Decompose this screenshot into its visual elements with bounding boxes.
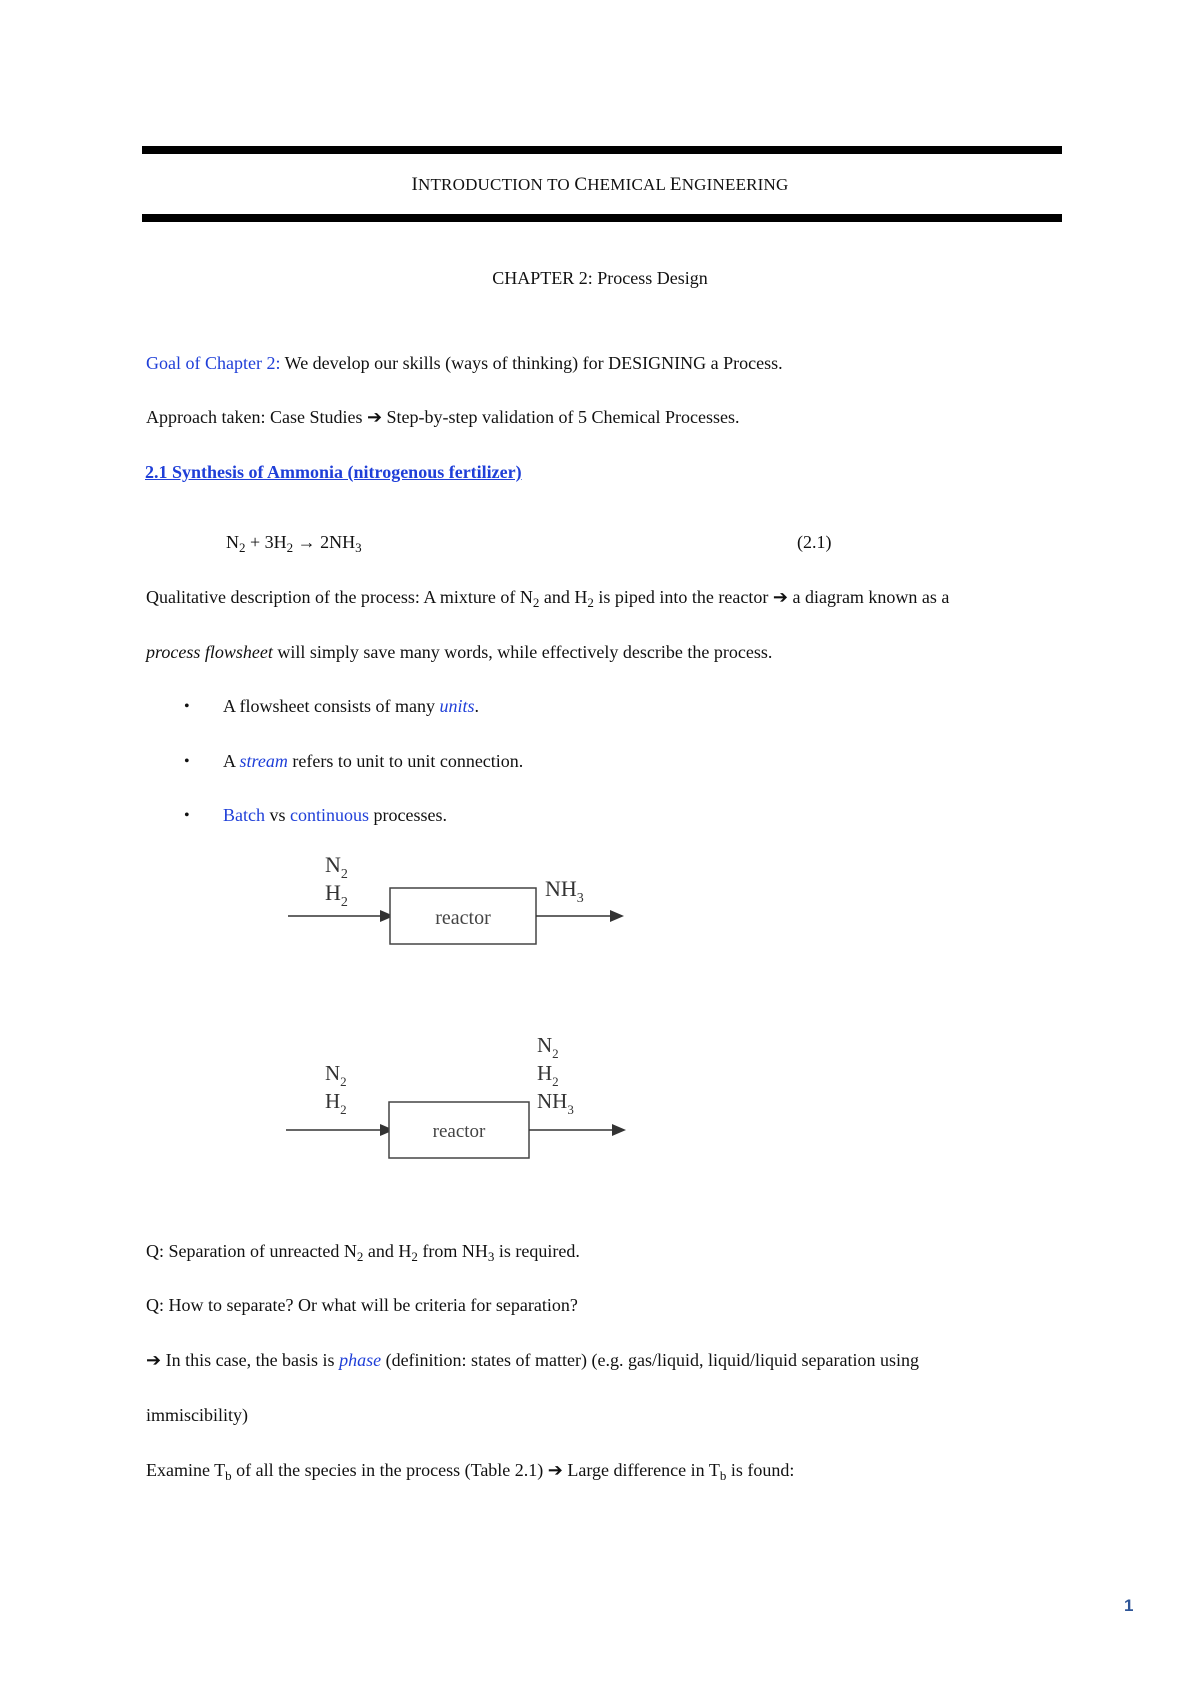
basis-line-2: immiscibility) — [146, 1405, 248, 1425]
diagram2-input-n2: $N_2$ — [325, 1061, 347, 1089]
page-number: 1 — [1124, 1596, 1134, 1615]
bullet-item-stream: A stream refers to unit to unit connection. — [223, 751, 524, 771]
arrow-icon: ➔ — [772, 587, 788, 607]
arrow-icon: ➔ — [547, 1460, 563, 1480]
question-separation: Q: Separation of unreacted $N_2$ and $H_2$ from $NH_3$ is required. — [146, 1241, 580, 1264]
diagram2-reactor-label: reactor — [432, 1121, 486, 1142]
examine-line: Examine $T_b$ of all the species in the process (Table 2.1) ➔ Large difference in $T_b$ is found: — [146, 1460, 795, 1483]
basis-line-1: ➔ In this case, the basis is phase (definition: states of matter) (e.g. gas/liquid, liquid/liquid separation using — [146, 1350, 919, 1370]
diagram2-output-n2: $N_2$ — [537, 1033, 559, 1061]
bullet-item-units: A flowsheet consists of many units. — [223, 696, 479, 716]
diagram1-reactor-label: reactor — [435, 907, 491, 929]
header-title: INTRODUCTION TO CHEMICAL ENGINEERING — [411, 174, 789, 195]
equation-number: (2.1) — [797, 532, 832, 552]
bullet-icon: • — [184, 753, 190, 770]
diagram2-output-nh3: $NH_3$ — [537, 1089, 574, 1117]
equation: $N_2 + 3H_2 \to 2NH_3$ — [226, 532, 362, 555]
goal-label: Goal of Chapter 2: — [146, 353, 281, 373]
chapter-title: CHAPTER 2: Process Design — [492, 268, 708, 288]
qualitative-line-2: process flowsheet will simply save many words, while effectively describe the process. — [146, 642, 773, 662]
qualitative-line-1: Qualitative description of the process: A mixture of $N_2$ and $H_2$ is piped into the reactor ➔ a diagram known as a — [146, 587, 950, 610]
flowsheet-diagram-2 — [280, 1032, 660, 1162]
header-bottom-rule — [142, 214, 1062, 222]
diagram2-output-h2: $H_2$ — [537, 1061, 559, 1089]
section-heading-link[interactable]: 2.1 Synthesis of Ammonia (nitrogenous fertilizer) — [145, 462, 522, 482]
diagram1-input-n2: $N_2$ — [325, 852, 348, 882]
flowsheet-diagram-1 — [280, 848, 660, 948]
approach-line: Approach taken: Case Studies ➔ Step-by-step validation of 5 Chemical Processes. — [146, 407, 740, 427]
diagram1-output-arrowhead — [610, 910, 624, 922]
diagram2-output-arrowhead — [612, 1124, 626, 1136]
goal-line: Goal of Chapter 2: We develop our skills (ways of thinking) for DESIGNING a Process. — [146, 353, 783, 373]
diagram2-input-h2: $H_2$ — [325, 1089, 347, 1117]
question-how-to-separate: Q: How to separate? Or what will be criteria for separation? — [146, 1295, 578, 1315]
arrow-icon: ➔ — [366, 407, 383, 427]
diagram1-input-h2: $H_2$ — [325, 880, 348, 910]
header-top-rule — [142, 146, 1062, 154]
diagram1-output-nh3: $NH_3$ — [545, 876, 584, 906]
bullet-icon: • — [184, 698, 190, 715]
arrow-icon: ➔ — [146, 1350, 162, 1370]
bullet-item-batch: Batch vs continuous processes. — [223, 805, 447, 825]
bullet-icon: • — [184, 807, 190, 824]
